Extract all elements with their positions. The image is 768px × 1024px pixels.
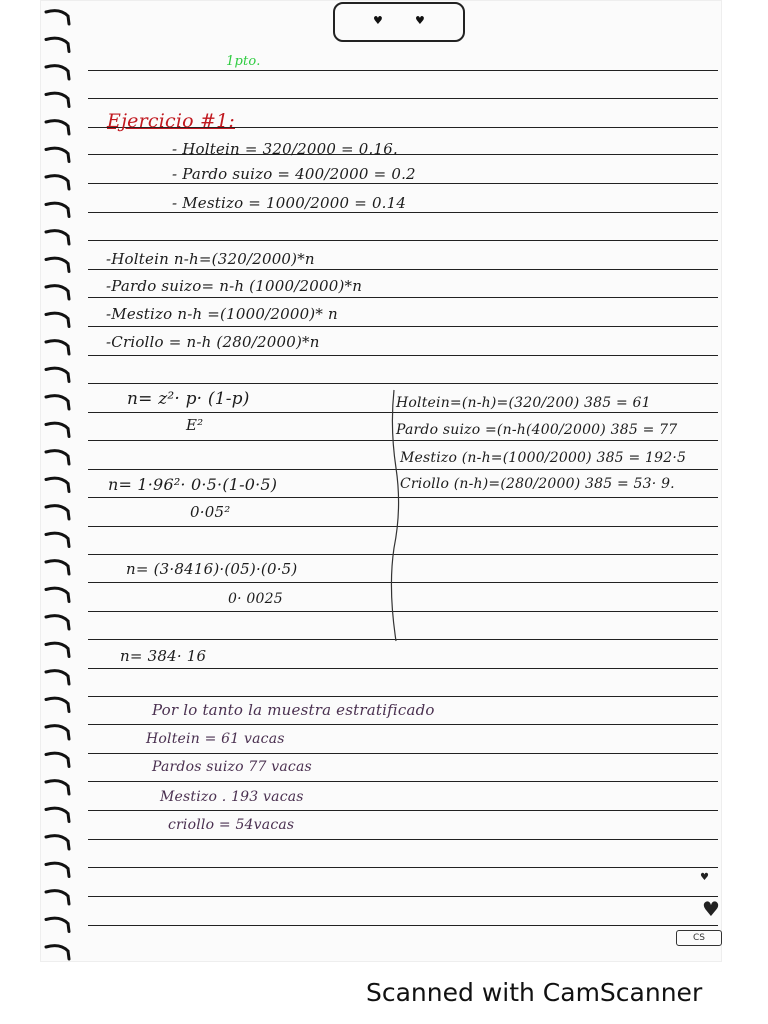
spiral-ring: [46, 396, 69, 409]
spiral-ring: [46, 341, 69, 354]
spiral-binding: [40, 0, 80, 962]
allocation-line: -Mestizo n-h =(1000/2000)* n: [106, 305, 338, 323]
spiral-ring: [46, 643, 69, 656]
spiral-ring: [46, 286, 69, 299]
header-mark: 1pto.: [226, 54, 261, 69]
spiral-ring: [46, 836, 69, 849]
ruled-line: [88, 781, 718, 782]
ruled-line: [88, 98, 718, 99]
spiral-ring: [46, 698, 69, 711]
spiral-ring: [46, 313, 69, 326]
spiral-ring: [46, 203, 69, 216]
spiral-ring: [46, 506, 69, 519]
spiral-ring: [46, 616, 69, 629]
exercise-title: Ejercicio #1:: [107, 110, 236, 132]
ruled-line: [88, 724, 718, 725]
spiral-ring: [46, 891, 69, 904]
ruled-line: [88, 810, 718, 811]
heart-icon: ♥: [702, 897, 720, 921]
ruled-line: [88, 867, 718, 868]
proportion-line: - Pardo suizo = 400/2000 = 0.2: [172, 165, 416, 183]
spiral-ring: [46, 808, 69, 821]
step1-numerator: n= 1·96²· 0·5·(1-0·5): [108, 475, 278, 494]
spiral-ring: [46, 38, 69, 51]
step2-numerator: n= (3·8416)·(05)·(0·5): [126, 560, 298, 578]
spiral-ring: [46, 781, 69, 794]
heart-icon: ♥: [415, 14, 425, 27]
spiral-ring: [46, 946, 69, 959]
ruled-line: [88, 212, 718, 213]
ruled-line: [88, 240, 718, 241]
strata-result-line: Mestizo (n-h=(1000/2000) 385 = 192·5: [400, 450, 687, 466]
formula-denominator: E²: [186, 416, 204, 434]
formula-numerator: n= z²· p· (1-p): [127, 389, 250, 409]
spiral-ring: [46, 726, 69, 739]
allocation-line: -Pardo suizo= n-h (1000/2000)*n: [106, 277, 363, 295]
conclusion-line: Por lo tanto la muestra estratificado: [152, 701, 435, 719]
step1-denominator: 0·05²: [190, 503, 231, 521]
spiral-ring: [46, 121, 69, 134]
spiral-ring: [46, 66, 69, 79]
conclusion-line: Pardos suizo 77 vacas: [152, 759, 312, 775]
spiral-ring: [46, 478, 69, 491]
spiral-ring: [46, 231, 69, 244]
ruled-line: [88, 355, 718, 356]
conclusion-line: Mestizo . 193 vacas: [160, 789, 304, 805]
proportion-line: - Holtein = 320/2000 = 0.16.: [172, 140, 398, 158]
spiral-ring: [46, 588, 69, 601]
heart-icon: ♥: [700, 872, 709, 883]
spiral-ring: [46, 258, 69, 271]
ruled-line: [88, 668, 718, 669]
ruled-line: [88, 326, 718, 327]
spiral-ring: [46, 671, 69, 684]
spiral-ring: [46, 148, 69, 161]
strata-result-line: Criollo (n-h)=(280/2000) 385 = 53· 9.: [400, 476, 675, 492]
ruled-line: [88, 925, 718, 926]
scanner-watermark: Scanned with CamScanner: [366, 978, 703, 1007]
spiral-ring: [46, 918, 69, 931]
page-top-tab: [333, 2, 465, 42]
ruled-line: [88, 70, 718, 71]
spiral-ring: [46, 423, 69, 436]
ruled-line: [88, 839, 718, 840]
spiral-ring: [46, 93, 69, 106]
spiral-ring: [46, 561, 69, 574]
allocation-line: -Criollo = n-h (280/2000)*n: [106, 333, 320, 351]
conclusion-line: criollo = 54vacas: [168, 817, 295, 833]
ruled-line: [88, 183, 718, 184]
spiral-ring: [46, 753, 69, 766]
result-line: n= 384· 16: [120, 647, 207, 665]
ruled-line: [88, 753, 718, 754]
spiral-ring: [46, 863, 69, 876]
spiral-ring: [46, 533, 69, 546]
heart-icon: ♥: [373, 14, 383, 27]
ruled-line: [88, 383, 718, 384]
proportion-line: - Mestizo = 1000/2000 = 0.14: [172, 194, 407, 212]
brand-logo: CS: [676, 930, 722, 946]
spiral-ring: [46, 451, 69, 464]
strata-result-line: Pardo suizo =(n-h(400/2000) 385 = 77: [396, 422, 678, 438]
ruled-line: [88, 297, 718, 298]
conclusion-line: Holtein = 61 vacas: [146, 731, 285, 747]
strata-result-line: Holtein=(n-h)=(320/200) 385 = 61: [396, 395, 651, 411]
step2-denominator: 0· 0025: [228, 591, 283, 607]
spiral-ring: [46, 11, 69, 24]
ruled-line: [88, 696, 718, 697]
ruled-line: [88, 896, 718, 897]
ruled-line: [88, 269, 718, 270]
spiral-ring: [46, 176, 69, 189]
spiral-ring: [46, 368, 69, 381]
allocation-line: -Holtein n-h=(320/2000)*n: [106, 250, 315, 268]
